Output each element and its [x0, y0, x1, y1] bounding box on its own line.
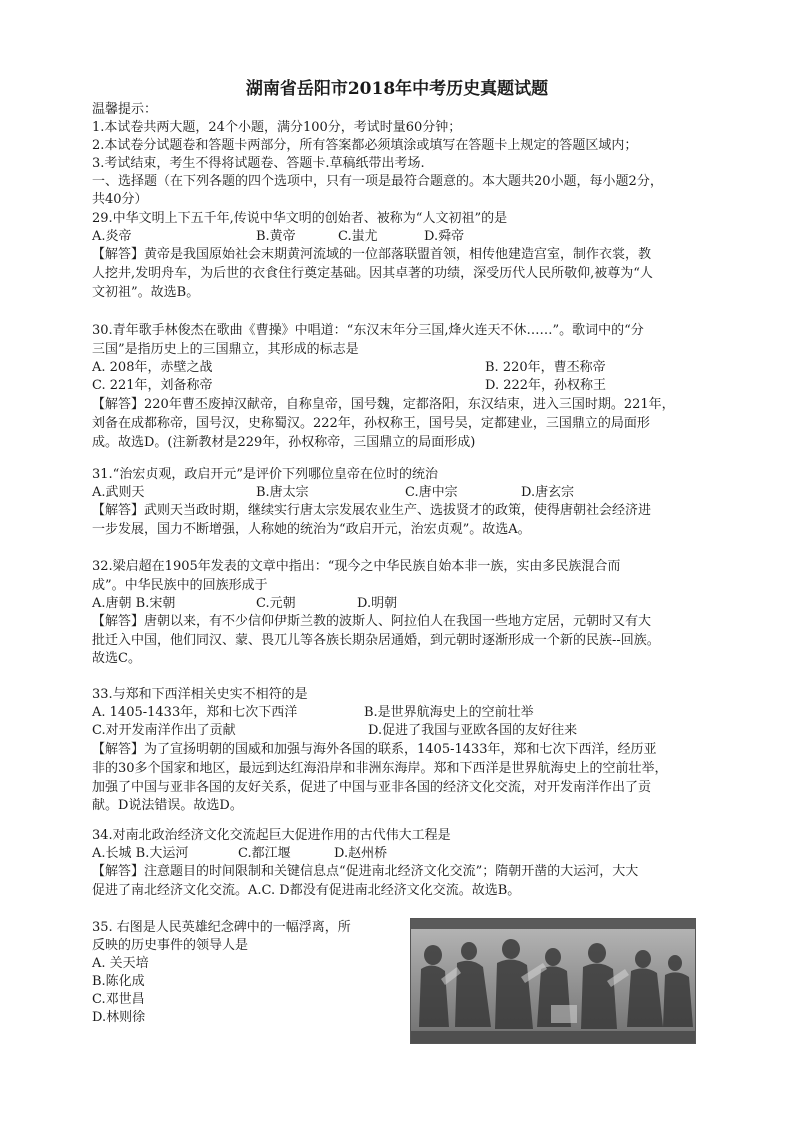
option-c: C. 221年，刘备称帝	[92, 378, 213, 393]
option-b: B. 220年，曹丕称帝	[485, 360, 606, 375]
notice-item: 1.本试卷共两大题，24个小题，满分100分，考试时量60分钟；	[92, 120, 462, 135]
notice-item: 3.考试结束，考生不得将试题卷、答题卡.草稿纸带出考场.	[92, 156, 425, 171]
analysis-line: 刘备在成都称帝，国号汉，史称蜀汉。222年，孙权称王，国号吴，定都建业，三国鼎立的局面形	[92, 416, 650, 431]
monument-relief-image	[410, 918, 696, 1044]
option-a: A. 208年，赤壁之战	[92, 360, 213, 375]
option-ab: A.唐朝 B.宋朝	[92, 596, 176, 611]
question-stem-cont: 反映的历史事件的领导人是	[92, 938, 249, 953]
analysis-line: 献。D说法错误。故选D。	[92, 798, 243, 813]
question-stem: 32.梁启超在1905年发表的文章中指出：“现今之中华民族自始本非一族，实由多民族混合而	[92, 559, 621, 574]
option-c: C.对开发南洋作出了贡献	[92, 723, 236, 738]
option-b: B.陈化成	[92, 974, 145, 989]
analysis-line: 加强了中国与亚非各国的友好关系，促进了中国与亚非各国的经济文化交流，对开发南洋作出了贡	[92, 780, 652, 795]
option-c: C.都江堰	[238, 846, 291, 861]
analysis-line: 【解答】黄帝是我国原始社会末期黄河流域的一位部落联盟首领，相传他建造宫室，制作衣裳，教	[92, 247, 652, 262]
question-stem: 34.对南北政治经济文化交流起巨大促进作用的古代伟大工程是	[92, 828, 451, 843]
option-d: D.舜帝	[424, 229, 465, 244]
analysis-line: 【解答】武则天当政时期，继续实行唐太宗发展农业生产、选拔贤才的政策，使得唐朝社会经济进	[92, 503, 652, 518]
page-title: 湖南省岳阳市2018年中考历史真题试题	[245, 79, 549, 99]
option-d: D. 222年，孙权称王	[485, 378, 607, 393]
question-stem: 29.中华文明上下五千年,传说中华文明的创始者、被称为“人文初祖”的是	[92, 211, 508, 226]
analysis-line: 【解答】220年曹丕废掉汉献帝，自称皇帝，国号魏，定都洛阳，东汉结束，进入三国时期。221年，	[92, 397, 675, 412]
analysis-line: 人挖井,发明舟车，为后世的衣食住行奠定基础。因其卓著的功绩，深受历代人民所敬仰,被尊为“人	[92, 266, 653, 281]
question-stem: 35. 右图是人民英雄纪念碑中的一幅浮离，所	[92, 920, 351, 935]
option-c: C.邓世昌	[92, 992, 145, 1007]
option-d: D.明朝	[357, 596, 398, 611]
option-a: A.武则天	[92, 485, 145, 500]
option-ab: A.长城 B.大运河	[92, 846, 189, 861]
analysis-line: 【解答】为了宣扬明朝的国威和加强与海外各国的联系，1405-1433年，郑和七次下西洋，经历亚	[92, 742, 657, 757]
option-a: A.炎帝	[92, 229, 132, 244]
notice-item: 2.本试卷分试题卷和答题卡两部分，所有答案都必须填涂或填写在答题卡上规定的答题区域内；	[92, 138, 638, 153]
option-c: C.唐中宗	[405, 485, 458, 500]
analysis-line: 非的30多个国家和地区，最远到达红海沿岸和非洲东海岸。郑和下西洋是世界航海史上的空前壮举，	[92, 761, 668, 776]
option-d: D.林则徐	[92, 1010, 146, 1025]
question-stem: 31.“治宏贞观，政启开元”是评价下列哪位皇帝在位时的统治	[92, 467, 438, 482]
analysis-line: 【解答】注意题目的时间限制和关键信息点“促进南北经济文化交流”；隋朝开凿的大运河，大大	[92, 864, 639, 879]
question-stem: 30.青年歌手林俊杰在歌曲《曹操》中唱道：“东汉末年分三国,烽火连天不休……”。歌词中的“分	[92, 323, 644, 338]
option-b: B.唐太宗	[256, 485, 309, 500]
section-heading: 一、选择题（在下列各题的四个选项中，只有一项是最符合题意的。本大题共20小题，每小题2分，	[92, 174, 663, 189]
option-d: D.唐玄宗	[521, 485, 575, 500]
option-b: B.黄帝	[256, 229, 296, 244]
question-stem-cont: 三国”是指历史上的三国鼎立，其形成的标志是	[92, 342, 359, 357]
analysis-line: 成。故选D。(注新教材是229年，孙权称帝，三国鼎立的局面形成)	[92, 435, 476, 450]
option-a: A. 1405-1433年，郑和七次下西洋	[92, 705, 298, 720]
section-heading-cont: 共40分）	[92, 192, 148, 207]
question-stem-cont: 成”。中华民族中的回族形成于	[92, 578, 268, 593]
analysis-line: 故选C。	[92, 651, 141, 666]
option-c: C.蚩尤	[338, 229, 378, 244]
option-a: A. 关天培	[92, 956, 149, 971]
analysis-line: 【解答】唐朝以来，有不少信仰伊斯兰教的波斯人、阿拉伯人在我国一些地方定居，元朝时又有大	[92, 614, 652, 629]
question-stem: 33.与郑和下西洋相关史实不相符的是	[92, 687, 308, 702]
option-b: B.是世界航海史上的空前壮举	[364, 705, 534, 720]
option-d: D.赵州桥	[334, 846, 388, 861]
analysis-line: 文初祖”。故选B。	[92, 285, 200, 300]
option-d: D.促进了我国与亚欧各国的友好往来	[368, 723, 578, 738]
analysis-line: 批迁入中国，他们同汉、蒙、畏兀儿等各族长期杂居通婚，到元朝时逐渐形成一个新的民族--回族。	[92, 633, 660, 648]
relief-illustration	[411, 919, 695, 1043]
analysis-line: 一步发展，国力不断增强，人称她的统治为“政启开元，治宏贞观”。故选A。	[92, 522, 531, 537]
notice-heading: 温馨提示：	[92, 102, 158, 117]
analysis-line: 促进了南北经济文化交流。A.C. D都没有促进南北经济文化交流。故选B。	[92, 883, 521, 898]
option-c: C.元朝	[256, 596, 296, 611]
